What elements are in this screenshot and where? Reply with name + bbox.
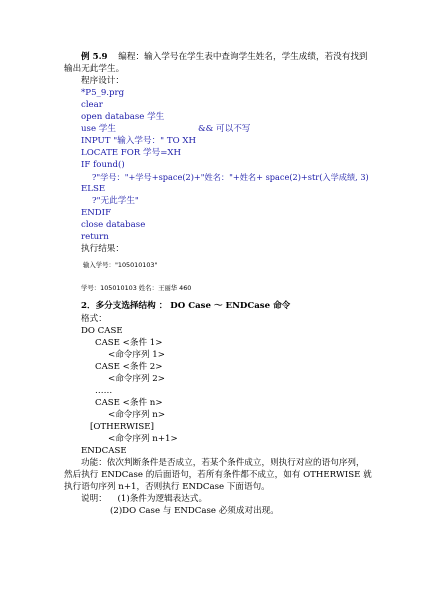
example-description: 编程：输入学号在学生表中查询学生姓名，学生成绩，若没有找到 [118, 52, 368, 62]
section-heading: 2．多分支选择结构 ： DO Case ～ ENDCase 命令 [81, 301, 291, 311]
syntax-line: ENDCASE [81, 446, 127, 456]
result-input-capture: 输入学号："105010103" [83, 261, 158, 269]
syntax-line: …… [95, 386, 113, 396]
syntax-line: <命令序列 n+1> [108, 434, 178, 444]
syntax-line: <命令序列 2> [108, 374, 165, 384]
code-line: ELSE [81, 184, 106, 194]
note-item: (2)DO Case 与 ENDCase 必须成对出现。 [110, 506, 279, 516]
code-comment: && 可以不写 [198, 124, 251, 134]
code-line: LOCATE FOR 学号=XH [81, 148, 182, 158]
design-label: 程序设计： [81, 76, 124, 86]
syntax-line: CASE <条件 n> [95, 398, 163, 408]
function-text: 然后执行 ENDCase 的后面语句，若所有条件都不成立，如有 OTHERWISE 就 [64, 470, 372, 480]
function-text: 功能：依次判断条件是否成立，若某个条件成立，则执行对应的语句序列， [81, 458, 365, 468]
note-line-1 [81, 494, 207, 505]
result-output-capture: 学号：105010103 姓名：王丽华 460 [81, 284, 192, 292]
code-line: open database 学生 [81, 112, 165, 122]
code-line: close database [81, 220, 146, 230]
example-title-line [81, 52, 368, 63]
code-line: use 学生 [81, 124, 116, 134]
format-label: 格式： [81, 314, 107, 324]
note-item: (1)条件为逻辑表达式。 [117, 494, 208, 504]
code-line: ENDIF [81, 208, 112, 218]
syntax-line: [OTHERWISE] [90, 422, 154, 432]
code-line: IF found() [81, 160, 125, 170]
code-line: clear [81, 100, 103, 110]
code-line: ?"无此学生" [92, 196, 139, 206]
syntax-line: <命令序列 1> [108, 350, 165, 360]
code-line: INPUT "输入学号：" TO XH [81, 136, 196, 146]
result-label: 执行结果： [81, 244, 124, 254]
syntax-line: CASE <条件 2> [95, 362, 163, 372]
example-title: 例 5.9 [81, 52, 108, 62]
syntax-line: <命令序列 n> [108, 410, 166, 420]
function-text: 执行语句序列 n+1，否则执行 ENDCase 下面语句。 [64, 482, 270, 492]
example-description-cont: 输出无此学生。 [64, 64, 125, 74]
syntax-line: CASE <条件 1> [95, 338, 163, 348]
code-line: *P5_9.prg [81, 88, 125, 98]
note-label: 说明： [81, 494, 107, 504]
syntax-line: DO CASE [81, 326, 123, 336]
code-line: ?"学号："+学号+space(2)+"姓名："+姓名+ space(2)+str(入学成绩, 3) [92, 172, 369, 182]
code-line: return [81, 232, 109, 242]
